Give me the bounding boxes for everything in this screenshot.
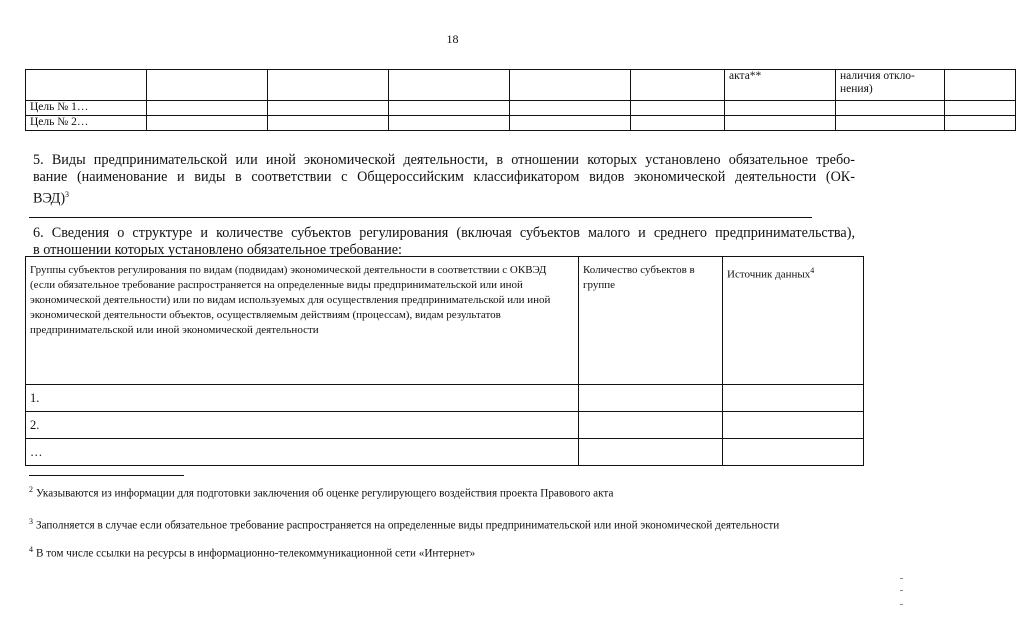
- footnote-ref-4: 4: [810, 266, 815, 275]
- goal-label: Цель № 1…: [26, 101, 147, 116]
- table-cell: [389, 116, 510, 131]
- scan-mark: [900, 604, 903, 605]
- source-header: [723, 257, 864, 385]
- table-row: [26, 385, 864, 412]
- scan-mark: [900, 578, 903, 579]
- section-5-line: вание (наименование и виды в соответствии с Общероссийским классификатором видов экономической деятельности (ОК-: [33, 169, 855, 185]
- goal-label: Цель № 2…: [26, 116, 147, 131]
- goals-table-header-cell: акта**: [725, 70, 836, 101]
- table-row: [26, 412, 864, 439]
- subjects-table-header-row: [26, 257, 864, 385]
- goals-table-header-cell: [510, 70, 631, 101]
- table-cell: [723, 385, 864, 412]
- table-row: [26, 101, 1016, 116]
- table-cell: [725, 101, 836, 116]
- section-5-line-text: ВЭД): [33, 190, 66, 207]
- goals-table: [25, 69, 1016, 131]
- footnote-2: [29, 483, 855, 501]
- table-row: [26, 116, 1016, 131]
- footnote-4: [29, 543, 855, 561]
- section-6-line: в отношении которых установлено обязательное требование:: [33, 242, 402, 258]
- table-cell: [579, 439, 723, 466]
- goals-table-header-cell: [268, 70, 389, 101]
- table-cell: [836, 101, 945, 116]
- count-header: Количество субъектов в группе: [579, 257, 723, 385]
- footnote-mark: 4: [29, 545, 33, 554]
- section-6-paragraph: [33, 225, 855, 259]
- table-cell: [147, 101, 268, 116]
- row-label: 2.: [26, 412, 579, 439]
- table-row: [26, 439, 864, 466]
- table-cell: [579, 412, 723, 439]
- footnote-text: В том числе ссылки на ресурсы в информационно-телекоммуникационной сети «Интернет»: [36, 547, 476, 560]
- footnote-text: Указываются из информации для подготовки заключения об оценке регулирующего воздействия проекта Правового акта: [36, 487, 614, 500]
- footnote-ref-3: 3: [65, 190, 70, 199]
- table-cell: [945, 116, 1016, 131]
- table-cell: [836, 116, 945, 131]
- section-5-line: 5. Виды предпринимательской или иной экономической деятельности, в отношении которых установлено обязательное требо-: [33, 152, 855, 168]
- goals-table-header-cell: [26, 70, 147, 101]
- table-cell: [268, 116, 389, 131]
- table-cell: [579, 385, 723, 412]
- table-cell: [389, 101, 510, 116]
- goals-table-header-cell: [945, 70, 1016, 101]
- footnote-mark: 3: [29, 517, 33, 526]
- table-cell: [510, 101, 631, 116]
- table-cell: [723, 412, 864, 439]
- table-cell: [268, 101, 389, 116]
- source-header-text: Источник данных: [727, 268, 811, 281]
- table-cell: [631, 101, 725, 116]
- footnote-separator: [29, 475, 184, 476]
- goals-table-header-cell: [631, 70, 725, 101]
- table-cell: [945, 101, 1016, 116]
- page-number: 18: [446, 32, 459, 46]
- scan-mark: [900, 590, 903, 591]
- goals-table-header-cell: наличия откло-нения): [836, 70, 945, 101]
- table-cell: [147, 116, 268, 131]
- row-label: …: [26, 439, 579, 466]
- fill-in-line: [29, 217, 812, 218]
- section-6-line: 6. Сведения о структуре и количестве субъектов регулирования (включая субъектов малого и среднего предпринимательства),: [33, 225, 855, 241]
- goals-table-header-cell: [147, 70, 268, 101]
- footnote-mark: 2: [29, 485, 33, 494]
- subjects-table: [25, 256, 864, 466]
- table-cell: [510, 116, 631, 131]
- section-5-line-last: [33, 186, 855, 208]
- section-5-paragraph: [33, 152, 855, 208]
- table-cell: [725, 116, 836, 131]
- footnote-text: Заполняется в случае если обязательное требование распространяется на определенные виды предпринимательской или иной экономической деятельности: [36, 519, 780, 532]
- goals-table-header-row: [26, 70, 1016, 101]
- goals-table-header-cell: [389, 70, 510, 101]
- groups-header: Группы субъектов регулирования по видам (подвидам) экономической деятельности в соответствии с ОКВЭД (если обязательное требование распространяется на определенные виды предпринимательской или иной экономической деятельности) или по видам используемых для осуществления предпринимательской или иной экономической деятельности объектов, осуществляемым действиям (процессам), видам результатов предпринимательской или иной экономической деятельности: [26, 257, 579, 385]
- row-label: 1.: [26, 385, 579, 412]
- footnote-3: [29, 515, 855, 533]
- table-cell: [723, 439, 864, 466]
- table-cell: [631, 116, 725, 131]
